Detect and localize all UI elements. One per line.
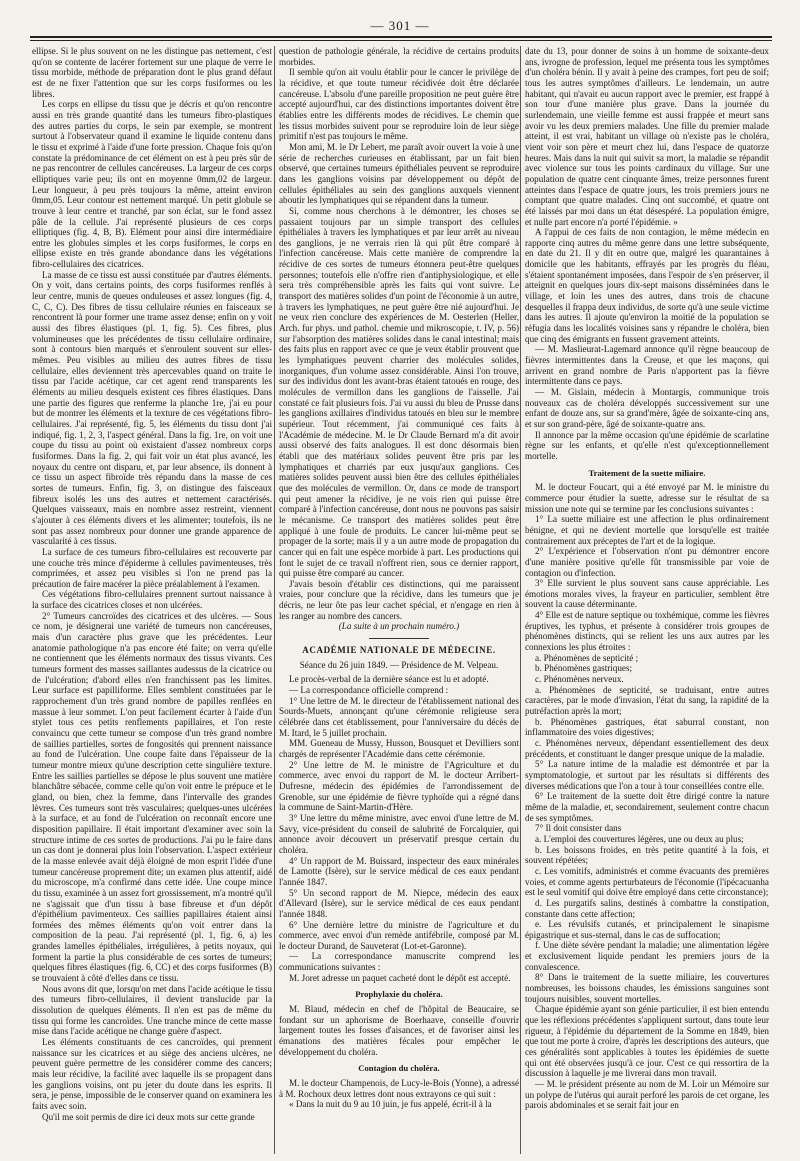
column-middle bbox=[279, 46, 519, 1154]
column-right bbox=[525, 46, 769, 1154]
paragraph: Qu'il me soit permis de dire ici deux mots sur cette grande bbox=[42, 1111, 255, 1122]
subsection-title-contagion: Contagion du choléra. bbox=[358, 1063, 440, 1074]
column-separator bbox=[274, 46, 275, 1154]
paragraph: Chaque épidémie ayant son génie particulier, il est bien entendu que les réflexions précédentes s'appliquent surtout, dans toute leur rigueur, à l'épidémie du département de la Somme en 1849, bien que tout me porte à croire, d'après les descriptions des auteurs, que ces généralités sont applicables à toutes les épidémies de suette qui ont été observées jusqu'à ce jour. C'est ce qui ressortira de la discussion à laquelle je me livrerai dans mon travail. bbox=[525, 1004, 769, 1079]
paragraph: « Dans la nuit du 9 au 10 juin, je fus appelé, écrit-il à la bbox=[289, 1099, 492, 1110]
column-separator bbox=[520, 46, 521, 1154]
paragraph: Si, comme nous cherchons à le démontrer, les choses se passaient toujours par un simple transport des cellules épithéliales à travers les lymphatiques et par leur arrêt au niveau des ganglions, je ne verrais rien là qui pût être comparé à l'infection cancéreuse. Mais cette manière de comprendre la récidive de ces sortes de tumeurs étonnera peut-être quelques personnes; toutefois elle n'offre rien d'antiphysiologique, et elle sera très compréhensible après les faits qui vont suivre. Le transport des matières solides d'un point de l'économie à un autre, à travers les lymphatiques, ne peut guère être nié aujourd'hui. Je ne veux rien conclure des expériences de M. Oesterlen (Heller, Arch. fur phys. und pathol. chemie und mikroscopie, t. IV, p. 56) sur l'absorption des matières solides dans le canal intestinal; mais des faits plus en rapport avec ce que je veux établir prouvent que les lymphatiques peuvent charrier des molécules solides, inorganiques, d'un volume assez considérable. Ainsi l'on trouve, sur des individus dont les avant-bras étaient tatoués en rouge, des molécules de vermillon dans les ganglions de l'aisselle. J'ai constaté ce fait plusieurs fois. J'ai vu aussi du bleu de Prusse dans les ganglions axillaires d'individus tatoués en bleu sur le membre supérieur. Tout récemment, j'ai communiqué ces faits à l'Académie de médecine. M. le Dr Claude Bernard m'a dit avoir aussi observé des faits analogues. Il est donc désormais bien établi que des matériaux solides peuvent être pris par les lymphatiques et charriés par eux jusqu'aux ganglions. Ces matières solides peuvent aussi bien être des cellules épithéliales que des molécules de vermillon. Or, dans ce mode de transport qui peut amener la récidive, je ne vois rien qui puisse être comparé à l'infection cancéreuse, dont nous ne pouvons pas saisir le mécanisme. Ce transport des matières solides peut être appliqué à une foule de produits. Le cancer lui-même peut se propager de la sorte; mais il y a un autre mode de propagation du cancer qui en fait une espèce morbide à part. Les productions qui font le sujet de ce travail n'offrent rien, sous ce dernier rapport, qui puisse être comparé au cancer. bbox=[279, 205, 519, 579]
paragraph: — La correspondance officielle comprend : bbox=[289, 685, 449, 696]
paragraph: La surface de ces tumeurs fibro-cellulaires est recouverte par une couche très mince d'épiderme à cellules pavimenteuses, très comprimées, et assez peu visibles si l'on ne prend pas la précaution de faire macérer la pièce préalablement à l'examen. bbox=[32, 546, 272, 589]
session-line: Séance du 26 juin 1849. — Présidence de M. Velpeau. bbox=[299, 659, 499, 670]
paragraph: — M. Maslieurat-Lagemard annonce qu'il règne beaucoup de fièvres intermittentes dans la Creuse, et que les maçons, qui arrivent en grand nombre de Paris n'apportent pas la fièvre intermittente dans ce pays. bbox=[525, 344, 769, 387]
list-item: c. Phénomènes nerveux, dépendant essentiellement des deux précédents, et constituant le danger presque unique de la maladie. bbox=[525, 738, 769, 759]
section-title-academy: ACADÉMIE NATIONALE DE MÉDECINE. bbox=[302, 645, 496, 656]
section-divider bbox=[369, 638, 429, 639]
header-rule bbox=[30, 36, 772, 38]
paragraph: 2° L'expérience et l'observation n'ont pu démontrer encore d'une manière positive qu'elle fût transmissible par voie de contagion ou d'infection. bbox=[525, 546, 769, 578]
paragraph: 2° Tumeurs cancroïdes des cicatrices et des ulcères. — Sous ce nom, je désignerai une variété de tumeurs non cancéreuses, mais d'un caractère plus grave que les précédentes. Leur anatomie pathologique n'a pas encore été faite; on verra qu'elle ne contiennent que les éléments normaux des tissus vivants. Ces tumeurs forment des masses saillantes audessus de la cicatrice ou de l'ulcération; d'abord elles n'en franchissent pas les limites. Leur surface est papilliforme. Elles semblent constituées par le rapprochement d'un très grand nombre de papilles renflées en massue à leur sommet. L'on peut facilement écarter à l'aide d'un stylet tous ces petits renflements papillaires, et l'on reste convaincu que cette tumeur se compose d'un très grand nombre de saillies partielles, sortes de fongosités qui prennent naissance au fond de l'ulcération. Une coupe faite dans l'épaisseur de la tumeur montre mieux qu'une description cette singulière texture. Entre les saillies partielles se dépose le plus souvent une matière blanchâtre sébacée, comme celle qu'on voit entre le prépuce et le gland, ou bien, chez la femme, dans l'intervalle des grandes lèvres. Ces tumeurs sont très vasculaires; quelques-unes ulcérées à la surface, et au fond de l'ulcération on reconnaît encore une disposition papillaire. Il était important d'examiner avec soin la structure intime de ces sortes de productions. J'ai pu le faire dans un cas dont je donnerai plus loin l'observation. L'aspect extérieur de la masse enlevée avait déjà éloigné de mon esprit l'idée d'une tumeur cancéreuse proprement dite; un examen plus attentif, aidé du microscope, m'a confirmé dans cette idée. Une coupe mince du tissu, examinée à un assez fort grossissement, m'a montré qu'il ne s'agissait que d'un tissu à base fibreuse et d'un dépôt d'épithélium pavimenteux. Ces saillies papillaires étaient ainsi formées des mêmes éléments qu'on voit entrer dans la composition de la peau. J'ai représenté (pl. 1, fig. 6, a) les grandes lamelles épithéliales, irrégulières, à petits noyaux, qui forment la partie la plus considérable de ces sortes de tumeurs; quelques fibres élastiques (fig. 6, CC) et des corps fusiformes (B) se trouvaient à côté d'elles dans ce tissu. bbox=[32, 610, 272, 984]
sequel-note: (La suite à un prochain numéro.) bbox=[338, 621, 460, 632]
list-item: f. Une diète sévère pendant la maladie; une alimentation légère et exclusivement liquide pendant les premiers jours de la convalescence. bbox=[525, 940, 769, 972]
paragraph: — M. le président présente au nom de M. Loir un Mémoire sur un polype de l'utérus qui aurait perforé les parois de cet organe, les parois abdominales et se serait fait jour en bbox=[525, 1079, 769, 1111]
paragraph: Le procès-verbal de la dernière séance est lu et adopté. bbox=[289, 674, 489, 685]
list-item: b. Les boissons froides, en très petite quantité à la fois, et souvent répétées; bbox=[525, 844, 769, 866]
paragraph: Ces végétations fibro-cellulaires prennent surtout naissance à la surface des cicatrices closes et non ulcérées. bbox=[32, 589, 272, 611]
subsection-title-prophylaxie: Prophylaxie du choléra. bbox=[355, 989, 443, 1000]
paragraph: La masse de ce tissu est aussi constituée par d'autres éléments. On y voit, dans certains points, des corps fusiformes renflés à leur centre, munis de queues onduleuses et assez longues (fig. 4, C, C, C). Des fibres de tissu cellulaire réunies en faisceaux se rencontrent là pour former une trame assez dense; enfin on y voit aussi des fibres élastiques (pl. 1, fig. 5). Ces fibres, plus volumineuses que les précédentes de tissu cellulaire ordinaire, sont à contours bien marqués et s'enroulent souvent sur elles-mêmes. Peu visibles au milieu des autres fibres de tissu cellulaire, elles deviennent très apercevables quand on traite le tissu par l'acide acétique, car cet agent rend transparents les éléments au milieu desquels existent ces fibres élastiques. Dans une partie des figures que renferme la planche 1re, j'ai eu pour but de montrer les éléments et la texture de ces végétations fibro-cellulaires. J'ai représenté, fig. 5, les éléments du tissu dont j'ai indiqué, fig. 1, 2, 3, l'aspect général. Dans la fig. 1re, on voit une coupe du tissu au point où existaient d'assez nombreux corps fusiformes. Dans la fig. 2, qui fait voir un état plus avancé, les noyaux du centre ont disparu, et, par leur absence, ils donnent à ce tissu un aspect fibroïde très répandu dans la masse de ces sortes de tumeurs. Enfin, fig. 3, on distingue des faisceaux fibreux isolés les uns des autres et nettement caractérisés. Quelques vaisseaux, mais en nombre assez restreint, viennent s'ajouter à ces éléments divers et les alimenter; toutefois, ils ne sont pas assez nombreux pour donner une grande apparence de vascularité à ces tissus. bbox=[32, 269, 272, 547]
paragraph: 3° Elle survient le plus souvent sans cause appréciable. Les émotions morales vives, la frayeur en particulier, semblent être souvent la cause déterminante. bbox=[525, 578, 769, 610]
paragraph: 4° Elle est de nature septique ou toxhémique, comme les fièvres éruptives, les typhus, et présente à considérer trois groupes de phénomènes distincts, qui se relient les uns aux autres par les connexions les plus étroites : bbox=[525, 610, 769, 653]
page-number: — 301 — bbox=[370, 18, 430, 33]
paragraph: 6° Le traitement de la suette doit être dirigé contre la nature même de la maladie, et, secondairement, seulement contre chacun de ses symptômes. bbox=[525, 791, 769, 823]
paragraph: ellipse. Si le plus souvent on ne les distingue pas nettement, c'est qu'on se contente de lacérer fortement sur une plaque de verre le tissu morbide, méthode de préparation dont le plus grand défaut est de ne fixer l'attention que sur les corps fusiformes ou les libres. bbox=[32, 46, 272, 99]
paragraph: M. le docteur Champenois, de Lucy-le-Bois (Yonne), a adressé à M. Rochoux deux lettres dont nous extrayons ce qui suit : bbox=[279, 1078, 519, 1099]
paragraph: Les corps en ellipse du tissu que je décris et qu'on rencontre aussi en très grande quantité dans les tumeurs fibro-plastiques des autres parties du corps, le sein par exemple, se montrent surtout à l'observateur quand il examine le liquide contenu dans le tissu et exprimé à l'aide d'une forte pression. Chaque fois qu'on constate la prédominance de cet élément on est à peu près sûr de ne pas rencontrer de cellules cancéreuses. La largeur de ces corps elliptiques varie peu; ils ont en moyenne 0mm,02 de largeur. Leur longueur, à peu près toujours la même, atteint environ 0mm,05. Leur contour est nettement marqué. Un petit globule se trouve à leur centre et tranché, par son éclat, sur le fond assez pâle de la cellule. J'ai représenté plusieurs de ces corps elliptiques (fig. 4, B, B). Elément pour ainsi dire intermédiaire entre les globules simples et les corps fusiformes, le corps en ellipse existe en très grande abondance dans les végétations fibro-cellulaires des cicatrices. bbox=[32, 99, 272, 270]
paragraph: J'avais besoin d'établir ces distinctions, qui me paraissent vraies, pour conclure que la récidive, dans les tumeurs que je décris, ne leur ôte pas leur cachet spécial, et n'engage en rien à les ranger au nombre des cancers. bbox=[279, 578, 519, 621]
paragraph: 7° Il doit consister dans bbox=[535, 823, 622, 834]
paragraph: 5° La nature intime de la maladie est démontrée et par la symptomatologie, et surtout par les résultats si différents des diverses médications que l'on a tour à tour conseillées contre elle. bbox=[525, 759, 769, 791]
paragraph: Mon ami, M. le Dr Lebert, me paraît avoir ouvert la voie à une série de recherches curieuses en établissant, par un fait bien observé, que certaines tumeurs épithéliales peuvent se reproduire dans les ganglions voisins par développement ou dépôt de cellules épithéliales au sein des ganglions auxquels viennent aboutir les lymphatiques qui se répandent dans la tumeur. bbox=[279, 141, 519, 206]
paragraph: 1° Une lettre de M. le directeur de l'établissement national des Sourds-Muets, annonçant qu'une cérémonie religieuse sera célébrée dans cet établissement, pour l'anniversaire du décès de M. Itard, le 5 juillet prochain. bbox=[279, 695, 519, 738]
paragraph: Les éléments constituants de ces cancroïdes, qui prennent naissance sur les cicatrices et au siège des anciens ulcères, ne peuvent guère permettre de les considérer comme des cancers; mais leur récidive, la facilité avec laquelle ils se propagent dans les ganglions voisins, ont pu jeter du doute dans les esprits. Il sera, je pense, impossible de le conserver quand on examinera les faits avec soin. bbox=[32, 1037, 272, 1111]
paragraph: 8° Dans le traitement de la suette miliaire, les couvertures nombreuses, les boissons chaudes, les émissions sanguines sont toujours nuisibles, souvent mortelles. bbox=[525, 972, 769, 1004]
list-item: e. Les révulsifs cutanés, et principalement le sinapisme épigastrique et sus-sternal, dans le cas de suffocation; bbox=[525, 919, 769, 940]
list-item: c. Phénomènes nerveux. bbox=[535, 674, 624, 685]
paragraph: M. le docteur Foucart, qui a été envoyé par M. le ministre du commerce pour étudier la suette, adresse sur le résultat de sa mission une note qui se termine par les conclusions suivantes : bbox=[525, 482, 769, 514]
paragraph: 5° Un second rapport de M. Niepce, médecin des eaux d'Allevard (Isère), sur le service médical de ces eaux pendant l'année 1848. bbox=[279, 887, 519, 919]
paragraph: — La correspondance manuscrite comprend les communications suivantes : bbox=[279, 951, 519, 973]
subsection-title-suette: Traitement de la suette miliaire. bbox=[588, 467, 706, 478]
paragraph: Il annonce par la même occasion qu'une épidémie de scarlatine règne sur les enfants, et qu'elle n'est qu'exceptionnellement mortelle. bbox=[525, 429, 769, 461]
paragraph: — M. Gislain, médecin à Montargis, communique trois nouveaux cas de choléra développés successivement sur une enfant de douze ans, sur sa grand'mère, âgée de soixante-cinq ans, et sur son grand-père, âgé de soixante-quatre ans. bbox=[525, 387, 769, 429]
paragraph: Il semble qu'on ait voulu établir pour le cancer le privilège de la récidive, et que toute tumeur récidivée doit être déclarée cancéreuse. L'absolu d'une pareille proposition ne peut guère être accepté aujourd'hui, car des distinctions importantes doivent être établies entre les différents modes de récidives. Le chemin que les tissus morbides suivent pour se reproduire loin de leur siège primitif n'est pas toujours le même. bbox=[279, 67, 519, 142]
paragraph: Nous avons dit que, lorsqu'on met dans l'acide acétique le tissu des tumeurs fibro-cellulaires, il devient translucide par la dissolution de quelques éléments. Il n'en est pas de même du tissu qui forme les cancroïdes. Une tranche mince de cette masse mise dans l'acide acétique ne change guère d'aspect. bbox=[32, 983, 272, 1037]
paragraph: M. Blaud, médecin en chef de l'hôpital de Beaucaire, se fondant sur un aphorisme de Boerhaave, conseille d'ouvrir largement toutes les fosses d'aisances, et de favoriser ainsi les émanations des matières fécales pour empêcher le développement du choléra. bbox=[279, 1004, 519, 1057]
list-item: a. Phénomènes de septicité ; bbox=[535, 652, 639, 663]
column-left bbox=[32, 46, 272, 1154]
paragraph: 2° Une lettre de M. le ministre de l'Agriculture et du commerce, avec envoi du rapport de M. le docteur Arribert-Dufresne, médecin des épidémies de l'arrondissement de Grenoble, sur une épidémie de fièvre typhoïde qui a régné dans la commune de Saint-Martin-d'Hère. bbox=[279, 759, 519, 813]
paragraph: 1° La suette miliaire est une affection le plus ordinairement bénigne, et qui ne devient mortelle que lorsqu'elle est traitée contrairement aux préceptes de l'art et de la logique. bbox=[525, 514, 769, 546]
list-item: a. Phénomènes de septicité, se traduisant, entre autres caractères, par le mode d'invasion, l'état du sang, la rapidité de la putréfaction après la mort; bbox=[525, 684, 769, 717]
paragraph: question de pathologie générale, la récidive de certains produits morbides. bbox=[279, 46, 519, 67]
paragraph: date du 13, pour donner de soins à un homme de soixante-deux ans, ivrogne de profession, lequel me présenta tous les symptômes d'un choléra bénin. Il y avait à peine des crampes, fort peu de soif; tous les autres symptômes d'ailleurs. Le lendemain, un autre habitant, qui n'avait eu aucun rapport avec le premier, est frappé à son tour d'une manière plus grave. Dans la journée du surlendemain, une vieille femme est aussi frappée et meurt sans avoir vu les deux premiers malades. Une fille du premier malade atteint, il est vrai, habitant un village où n'existe pas le choléra, vient voir son père et meurt chez lui, dans l'espace de quatorze heures. Mais dans la nuit qui suivit sa mort, la maladie se répandit avec violence sur tous les points cardinaux du village. Sur une population de quatre cent cinquante âmes, treize personnes furent atteintes dans l'espace de quatre jours, les trois premiers jours ne comptant que quatre malades. Cinq ont succombé, et quatre ont été laissés par moi dans un état désespéré. La population émigre, et nulle part encore n'a porté l'épidémie. » bbox=[525, 46, 769, 227]
header-rule-thin bbox=[30, 40, 772, 41]
list-item: b. Phénomènes gastriques; bbox=[535, 663, 633, 674]
paragraph: 6° Une dernière lettre du ministre de l'agriculture et du commerce, avec envoi d'un remède antifébrile, composé par M. le docteur Durand, de Sauveterat (Lot-et-Garonne). bbox=[279, 919, 519, 951]
paragraph: MM. Gueneau de Mussy, Husson, Bousquet et Devilliers sont chargés de représenter l'Académie dans cette cérémonie. bbox=[279, 738, 519, 759]
paragraph: 3° Une lettre du même ministre, avec envoi d'une lettre de M. Savy, vice-président du conseil de salubrité de Forcalquier, qui annonce avoir découvert un préservatif presque certain du choléra. bbox=[279, 812, 519, 855]
list-item: d. Les purgatifs salins, destinés à combattre la constipation, constante dans cette affection; bbox=[525, 897, 769, 919]
list-item: b. Phénomènes gastriques, état saburral constant, non inflammatoire des voies digestives; bbox=[525, 716, 769, 738]
paragraph: 4° Un rapport de M. Buissard, inspecteur des eaux minérales de Lamotte (Isère), sur le service médical de ces eaux pendant l'année 1847. bbox=[279, 855, 519, 887]
list-item: a. L'emploi des couvertures légères, une ou deux au plus; bbox=[535, 833, 744, 844]
paragraph: M. Joret adresse un paquet cacheté dont le dépôt est accepté. bbox=[289, 972, 511, 983]
list-item: c. Les vomitifs, administrés et comme évacuants des premières voies, et comme agents perturbateurs de l'économie (l'ipécacuanha est le seul vomitif qui doive être employé dans cette circonstance); bbox=[525, 865, 769, 898]
paragraph: A l'appui de ces faits de non contagion, le même médecin en rapporte cinq autres du même genre dans une lettre subséquente, en date du 21. Il y dit en outre que, malgré les quarantaines à domicile que les habitants, effrayés par les progrès du fléau, s'étaient spontanément imposées, dans l'espoir de s'en préserver, il atteignit en quelques jours dix-sept maisons disséminées dans le village, et loin les unes des autres, dans trois de chacune desquelles il frappa deux individus, de sorte qu'à une seule victime dans les autres. Il ajoute qu'environ la moitié de la population se réfugia dans les localités voisines sans y répandre le choléra, bien que cinq des émigrants en fussent gravement atteints. bbox=[525, 227, 769, 344]
